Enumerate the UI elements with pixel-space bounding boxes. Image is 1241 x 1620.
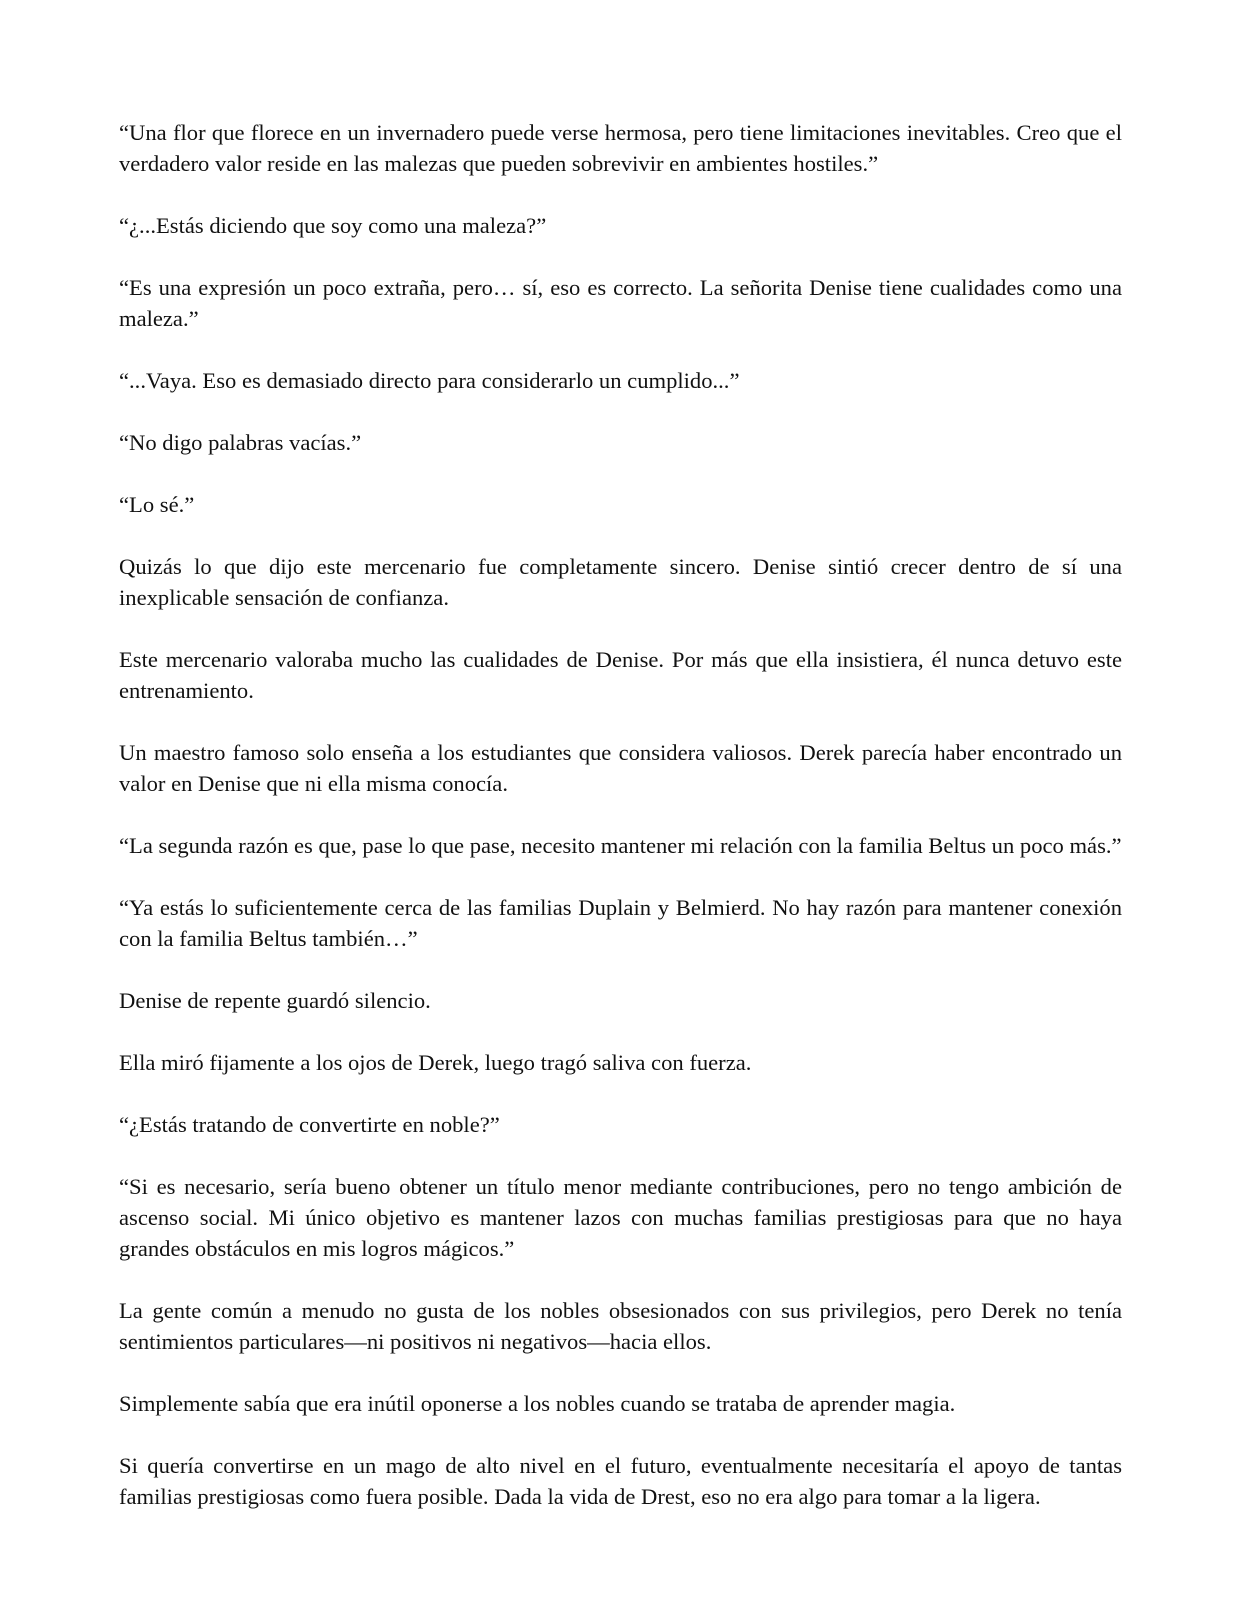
paragraph-15: “Si es necesario, sería bueno obtener un título menor mediante contribuciones, pero no tengo ambición de ascenso social. Mi único objetivo es mantener lazos con muchas familias prestigiosas para que no haya grandes obstáculos en mis logros mágicos.” [119, 1174, 1122, 1261]
paragraph-10: “La segunda razón es que, pase lo que pase, necesito mantener mi relación con la familia Beltus un poco más.” [119, 833, 1122, 858]
paragraph-17: Simplemente sabía que era inútil oponerse a los nobles cuando se trataba de aprender magia. [119, 1391, 956, 1416]
paragraph-13: Ella miró fijamente a los ojos de Derek, luego tragó saliva con fuerza. [119, 1050, 752, 1075]
paragraph-11: “Ya estás lo suficientemente cerca de las familias Duplain y Belmierd. No hay razón para mantener conexión con la familia Beltus también…” [119, 895, 1122, 951]
paragraph-14: “¿Estás tratando de convertirte en noble?” [119, 1112, 500, 1137]
paragraph-7: Quizás lo que dijo este mercenario fue completamente sincero. Denise sintió crecer dentro de sí una inexplicable sensación de confianza. [119, 554, 1122, 610]
document-page [119, 117, 1122, 1543]
paragraph-6: “Lo sé.” [119, 492, 195, 517]
paragraph-2: “¿...Estás diciendo que soy como una maleza?” [119, 213, 547, 238]
paragraph-5: “No digo palabras vacías.” [119, 430, 362, 455]
paragraph-1: “Una flor que florece en un invernadero puede verse hermosa, pero tiene limitaciones inevitables. Creo que el verdadero valor reside en las malezas que pueden sobrevivir en ambientes hostiles.” [119, 120, 1122, 176]
paragraph-16: La gente común a menudo no gusta de los nobles obsesionados con sus privilegios, pero Derek no tenía sentimientos particulares—ni positivos ni negativos—hacia ellos. [119, 1298, 1122, 1354]
paragraph-8: Este mercenario valoraba mucho las cualidades de Denise. Por más que ella insistiera, él nunca detuvo este entrenamiento. [119, 647, 1122, 703]
paragraph-4: “...Vaya. Eso es demasiado directo para considerarlo un cumplido...” [119, 368, 740, 393]
paragraph-3: “Es una expresión un poco extraña, pero… sí, eso es correcto. La señorita Denise tiene cualidades como una maleza.” [119, 275, 1122, 331]
paragraph-18: Si quería convertirse en un mago de alto nivel en el futuro, eventualmente necesitaría el apoyo de tantas familias prestigiosas como fuera posible. Dada la vida de Drest, eso no era algo para tomar a la ligera. [119, 1453, 1122, 1509]
paragraph-9: Un maestro famoso solo enseña a los estudiantes que considera valiosos. Derek parecía haber encontrado un valor en Denise que ni ella misma conocía. [119, 740, 1122, 796]
paragraph-12: Denise de repente guardó silencio. [119, 988, 431, 1013]
